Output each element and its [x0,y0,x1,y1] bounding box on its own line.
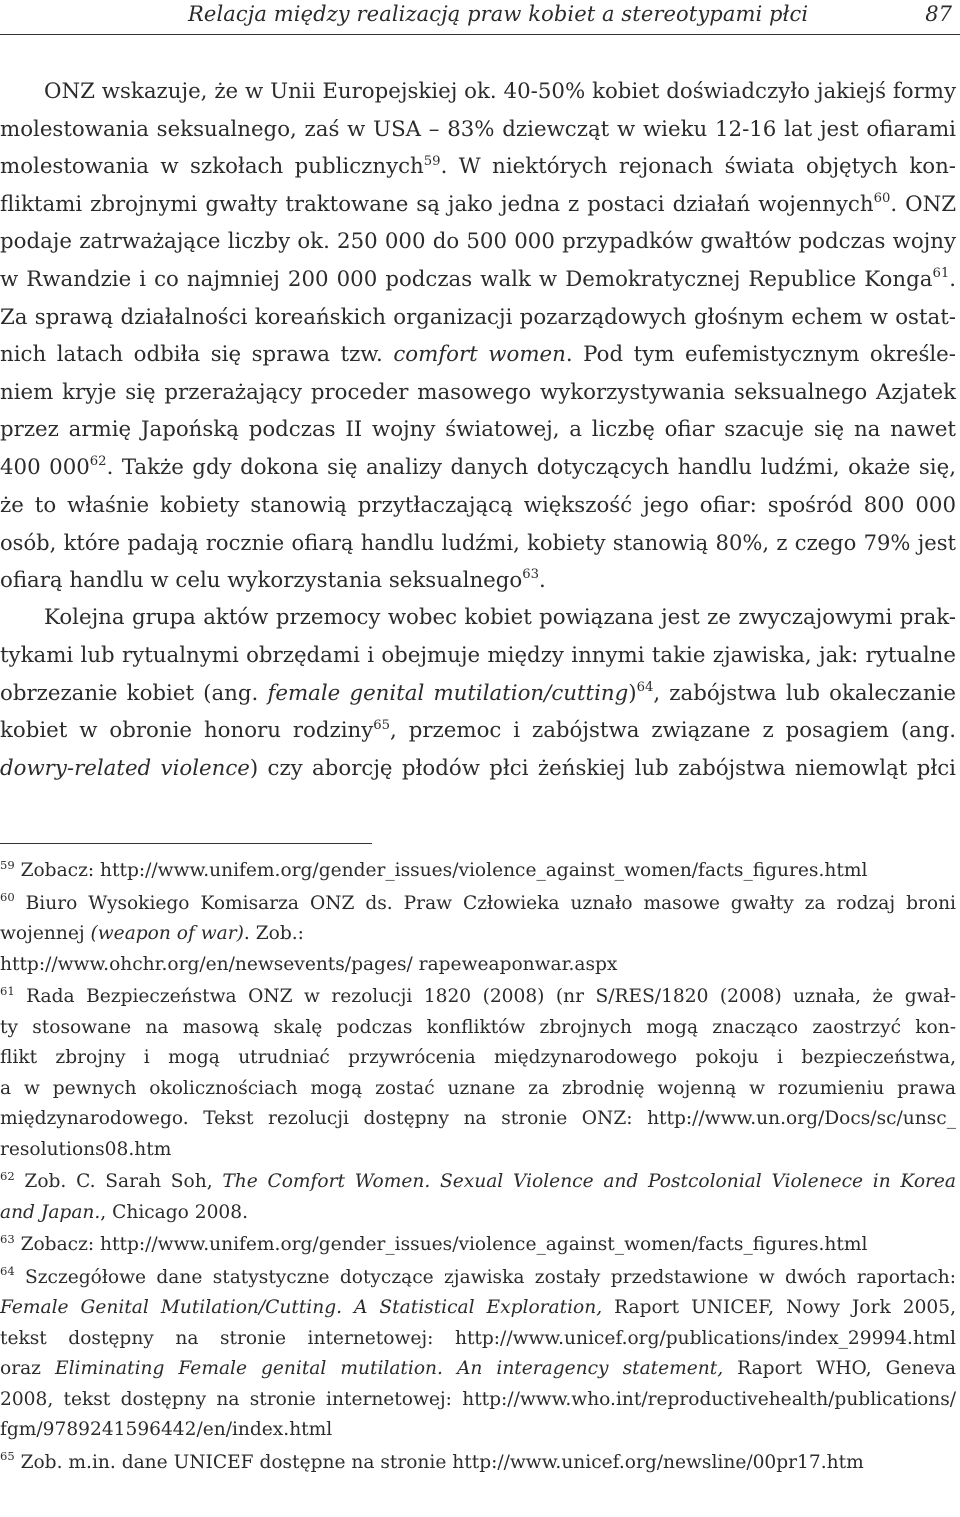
text-line: nich latach odbiła się sprawa tzw. comfort women. Pod tym eufemistycznym określe- [0,342,956,368]
text-line: 400 $000^{62}$. Także gdy dokona się analizy danych dotyczących handlu ludźmi, okaże się, [0,454,956,480]
main-text [0,73,956,787]
running-header [0,0,960,35]
footnote-ref: 59 [423,153,441,169]
text-line: przez armię Japońską podczas II wojny światowej, a liczbę ofiar szacuje się na nawet [0,417,956,443]
text-line: osób, które padają rocznie ofiarą handlu ludźmi, kobiety stanowią 80%, z czego 79% jest [0,530,956,556]
footnote-ref: 62 [89,454,107,470]
footnote-number: 64 [0,1264,15,1279]
footnote-number: 60 [0,890,15,905]
footnote-number: 59 [0,857,15,872]
text-line: tykami lub rytualnymi obrzędami i obejmuje między innymi takie zjawiska, jak: rytualne [0,642,956,668]
text-line: w Rwandzie i co najmniej 200 000 podczas walk w Demokratycznej Republice Konga$^{61}$. [0,266,956,292]
text-line: Za sprawą działalności koreańskich organizacji pozarządowych głośnym echem w ostat- [0,304,956,330]
footnote-61: $^{61}$ Rada Bezpieczeństwa ONZ w rezolucji 1820 (2008) (nr S/RES/1820 (2008) uznała, że gwał- ty stosowane na masową skalę podczas konfliktów zbrojnych mogą znacząco zaostrzyć kon- flikt zbrojny i mogą utrudniać przywrócenia międzynarodowego pokoju i bezpieczeństwa, a w pewnych okolicznościach mogą zostać uznane za zbrodnię wojenną w rozumieniu prawa międzynarodowego. Tekst rezolucji dostępny na stronie ONZ: http://www.un.org/Docs/sc/unsc_ resolutions08.htm [0,983,956,1160]
footnote-number: 62 [0,1168,15,1183]
footnote-number: 65 [0,1449,15,1464]
footnote-ref: 61 [932,266,950,282]
text-line: obrzezanie kobiet (ang. female genital mutilation/cutting)$^{64}$, zabójstwa lub okaleczanie [0,679,956,706]
text-line: niem kryje się przerażający proceder masowego wykorzystywania seksualnego Azjatek [0,379,956,405]
paragraph-1 [0,73,956,599]
text-line: molestowania seksualnego, zaś w USA – 83% dziewcząt w wieku 12-16 lat jest ofiarami [0,116,956,142]
text-line: podaje zatrważające liczby ok. 250 000 do 500 000 przypadków gwałtów podczas wojny [0,229,956,255]
page-number: 87 [925,2,952,26]
footnote-number: 61 [0,983,15,998]
footnote-65: $^{65}$ Zob. m.in. dane UNICEF dostępne na stronie http://www.unicef.org/newsline/00pr17.htm [0,1449,864,1473]
footnote-64: $^{64}$ Szczegółowe dane statystyczne dotyczące zjawiska zostały przedstawione w dwóch raportach: Female Genital Mutilation/Cutting. A Statistical Exploration, Raport UNICEF, Nowy Jork 2005, tekst dostępny na stronie internetowej: http://www.unicef.org/publications/index_29994.html oraz Eliminating Female genital mutilation. An interagency statement, Raport WHO, Geneva 2008, tekst dostępny na stronie internetowej: http://www.who.int/reproductivehealth/publications/ fgm/9789241596442/en/index.html [0,1264,956,1440]
footnote-ref: 64 [636,679,654,695]
text-line: molestowania w szkołach publicznych$^{59}$. W niektórych rejonach świata objętych kon- [0,153,956,180]
footnote-ref: 60 [873,191,891,207]
footnote-link[interactable]: http://www.ohchr.org/en/newsevents/pages/ rapeweaponwar.aspx [0,953,618,975]
paragraph-2 [0,599,956,787]
footnote-ref: 63 [522,567,540,583]
text-line: fliktami zbrojnymi gwałty traktowane są jako jedna z postaci działań wojennych$^{60}$. ONZ [0,191,956,217]
text-line: kobiet w obronie honoru rodziny$^{65}$, przemoc i zabójstwa związane z posagiem (ang. [0,717,956,744]
running-title: Relacja między realizacją praw kobiet a stereotypami płci [188,2,809,26]
text-line: ONZ wskazuje, że w Unii Europejskiej ok. 40-50% kobiet doświadczyło jakiejś formy [44,79,956,104]
text-line: Kolejna grupa aktów przemocy wobec kobiet powiązana jest ze zwyczajowymi prak- [44,605,956,631]
footnote-ref: 65 [373,717,391,733]
footnote-number: 63 [0,1231,15,1246]
footnote-separator [0,843,372,844]
footnote-60: $^{60}$ Biuro Wysokiego Komisarza ONZ ds. Praw Człowieka uznało masowe gwałty za rodzaj broni wojennej (weapon of war). Zob.: http://www.ohchr.org/en/newsevents/pages/ rapeweaponwar.aspx [0,889,956,981]
text-line: że to właśnie kobiety stanowią przytłaczającą większość jego ofiar: spośród 800 000 [0,492,956,518]
footnote-59: $^{59}$ Zobacz: http://www.unifem.org/gender_issues/violence_against_women/facts_figures.html [0,857,868,881]
footnotes [0,856,956,1478]
footnote-63: $^{63}$ Zobacz: http://www.unifem.org/gender_issues/violence_against_women/facts_figures.html [0,1231,868,1255]
text-line: ofiarą handlu w celu wykorzystania seksualnego$^{63}$. [0,567,546,593]
text-line: dowry-related violence) czy aborcję płodów płci żeńskiej lub zabójstwa niemowląt płci [0,755,956,781]
footnote-62: $^{62}$ Zob. C. Sarah Soh, The Comfort Women. Sexual Violence and Postcolonial Violenece in Korea and Japan., Chicago 2008. [0,1168,956,1223]
